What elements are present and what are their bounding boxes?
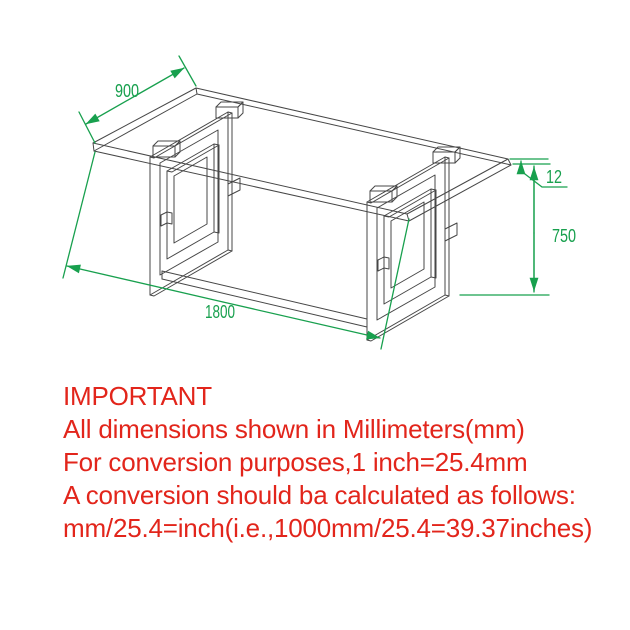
- dimension-length-1800: [63, 152, 409, 349]
- glass-top: [93, 88, 511, 221]
- left-leg-frame: [150, 102, 243, 296]
- notice-title: IMPORTANT: [63, 381, 212, 411]
- dimension-thickness-12: [510, 159, 567, 187]
- measurement-notice: [63, 380, 603, 545]
- right-leg-frame: [367, 147, 460, 341]
- dimension-label-900: 900: [115, 81, 139, 101]
- dimension-label-750: 750: [552, 226, 576, 246]
- dimension-width-900: [79, 56, 196, 143]
- dimension-label-12: 12: [546, 167, 562, 187]
- notice-line: All dimensions shown in Millimeters(mm): [63, 414, 525, 444]
- stretcher-bar: [162, 271, 367, 327]
- notice-line: A conversion should ba calculated as follows:: [63, 480, 576, 510]
- notice-line: mm/25.4=inch(i.e.,1000mm/25.4=39.37inches): [63, 513, 593, 543]
- dimension-label-1800: 1800: [205, 302, 235, 322]
- notice-line: For conversion purposes,1 inch=25.4mm: [63, 447, 528, 477]
- right-leg-inner-ring: [384, 189, 436, 304]
